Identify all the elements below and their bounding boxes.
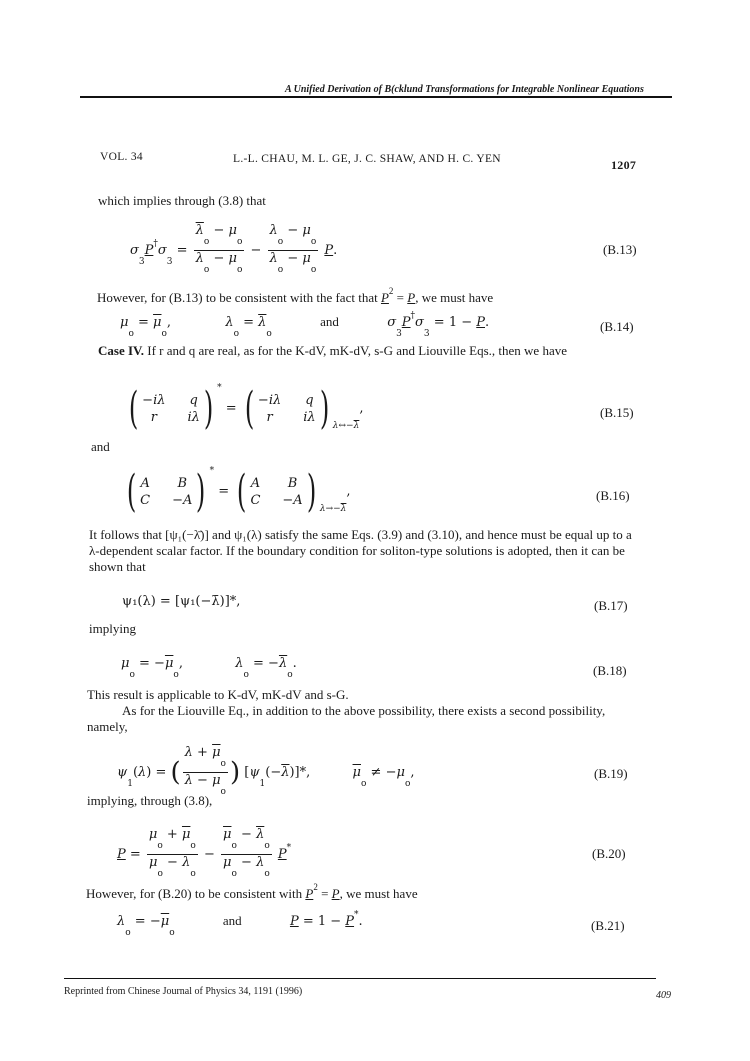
equation-number: (B.20) (592, 846, 626, 861)
paragraph: As for the Liouville Eq., in addition to the above possibility, there exists a second possibility, namely, (87, 703, 606, 734)
footer-citation: Reprinted from Chinese Journal of Physics 34, 1191 (1996) (64, 986, 303, 997)
equation-number: (B.15) (600, 405, 634, 420)
equation-number: (B.13) (603, 242, 637, 257)
equation-b20: P = $\frac{\mu_o + \overline{\mu}_o}{\mu_o - \lambda_o}$ − $\frac{\overline{\mu}_o - \overline{\lambda}_o}{\mu_o - \lambda_o}$ P* (117, 827, 292, 879)
paragraph: which implies through (3.8) that (98, 193, 266, 208)
paragraph: and (91, 439, 110, 454)
equation-b21: $\lambda_o = -\overline{\mu}_o$ and P = 1 − P*. (117, 910, 363, 938)
running-header: A Unified Derivation of B(cklund Transformations for Integrable Nonlinear Equations (285, 84, 644, 95)
footer-page-number: 409 (656, 990, 671, 1001)
paragraph: However, for (B.13) to be consistent with the fact that $P^2 = P$, we must have (97, 286, 494, 305)
equation-number: (B.16) (596, 488, 630, 503)
equation-number: (B.19) (594, 766, 628, 781)
paragraph: This result is applicable to K-dV, mK-dV and s-G. (87, 687, 349, 702)
equation-b14: $\mu_o = \overline{\mu}_o$, $\lambda_o = \overline{\lambda}_o$ and $\sigma_3P^\dagger\sigma_3 = 1 - P$. (120, 311, 490, 339)
header-rule (80, 96, 672, 98)
equation-b13: $\sigma_3P^\dagger\sigma_3$ = $\frac{\overline{\lambda}_o - \mu_o}{\overline{\lambda}_o - \overline{\mu}_o}$ − $\frac{\lambda_o - \mu_o}{\overline{\lambda}_o - \overline{\mu}_o}$ P. (130, 223, 338, 275)
equation-b15: ( −iλ q r iλ ) * = ( −iλ q r iλ ) $_{\lambda\leftrightarrow-\overline{\lambda}}$, (128, 382, 364, 434)
equation-b19: $\psi_1(\lambda)$ = ( $\frac{\lambda + \overline{\mu}_o}{\lambda - \mu_o}$ ) $[\psi_1(-\overline{\lambda})]*$, $\overline{\mu}_o \ne -\mu_o$, (117, 745, 415, 797)
equation-number: (B.17) (594, 598, 628, 613)
equation-b18: $\mu_o = -\overline{\mu}_o$, $\lambda_o = -\overline{\lambda}_o$. (121, 656, 297, 680)
equation-number: (B.21) (591, 918, 625, 933)
page-number: 1207 (611, 158, 637, 172)
equation-b17: ψ₁(λ) = [ψ₁(−λ̄)]*, (122, 594, 241, 609)
paragraph: It follows that [ψ₁(−λ̄)] and ψ₁(λ) satisfy the same Eqs. (3.9) and (3.10), and hence must be equal up to a λ-dependent scalar factor. If the boundary condition for soliton-type solutions is adopted, then it can be shown that (89, 527, 632, 574)
equation-b16: ( A B C −A ) * = ( A B C −A ) $_{\lambda\to-\overline{\lambda}}$, (126, 465, 351, 517)
equation-number: (B.18) (593, 663, 627, 678)
paragraph: implying, through (3.8), (87, 793, 213, 808)
paragraph: implying (89, 621, 136, 636)
equation-number: (B.14) (600, 319, 634, 334)
authors: L.-L. CHAU, M. L. GE, J. C. SHAW, AND H. C. YEN (233, 153, 501, 165)
footer-rule (64, 978, 656, 979)
volume-label: VOL. 34 (100, 151, 143, 163)
paragraph: However, for (B.20) to be consistent with $P^2 = P$, we must have (86, 882, 418, 901)
case-iv-paragraph: Case IV. If r and q are real, as for the K-dV, mK-dV, s-G and Liouville Eqs., then we have (98, 343, 567, 358)
